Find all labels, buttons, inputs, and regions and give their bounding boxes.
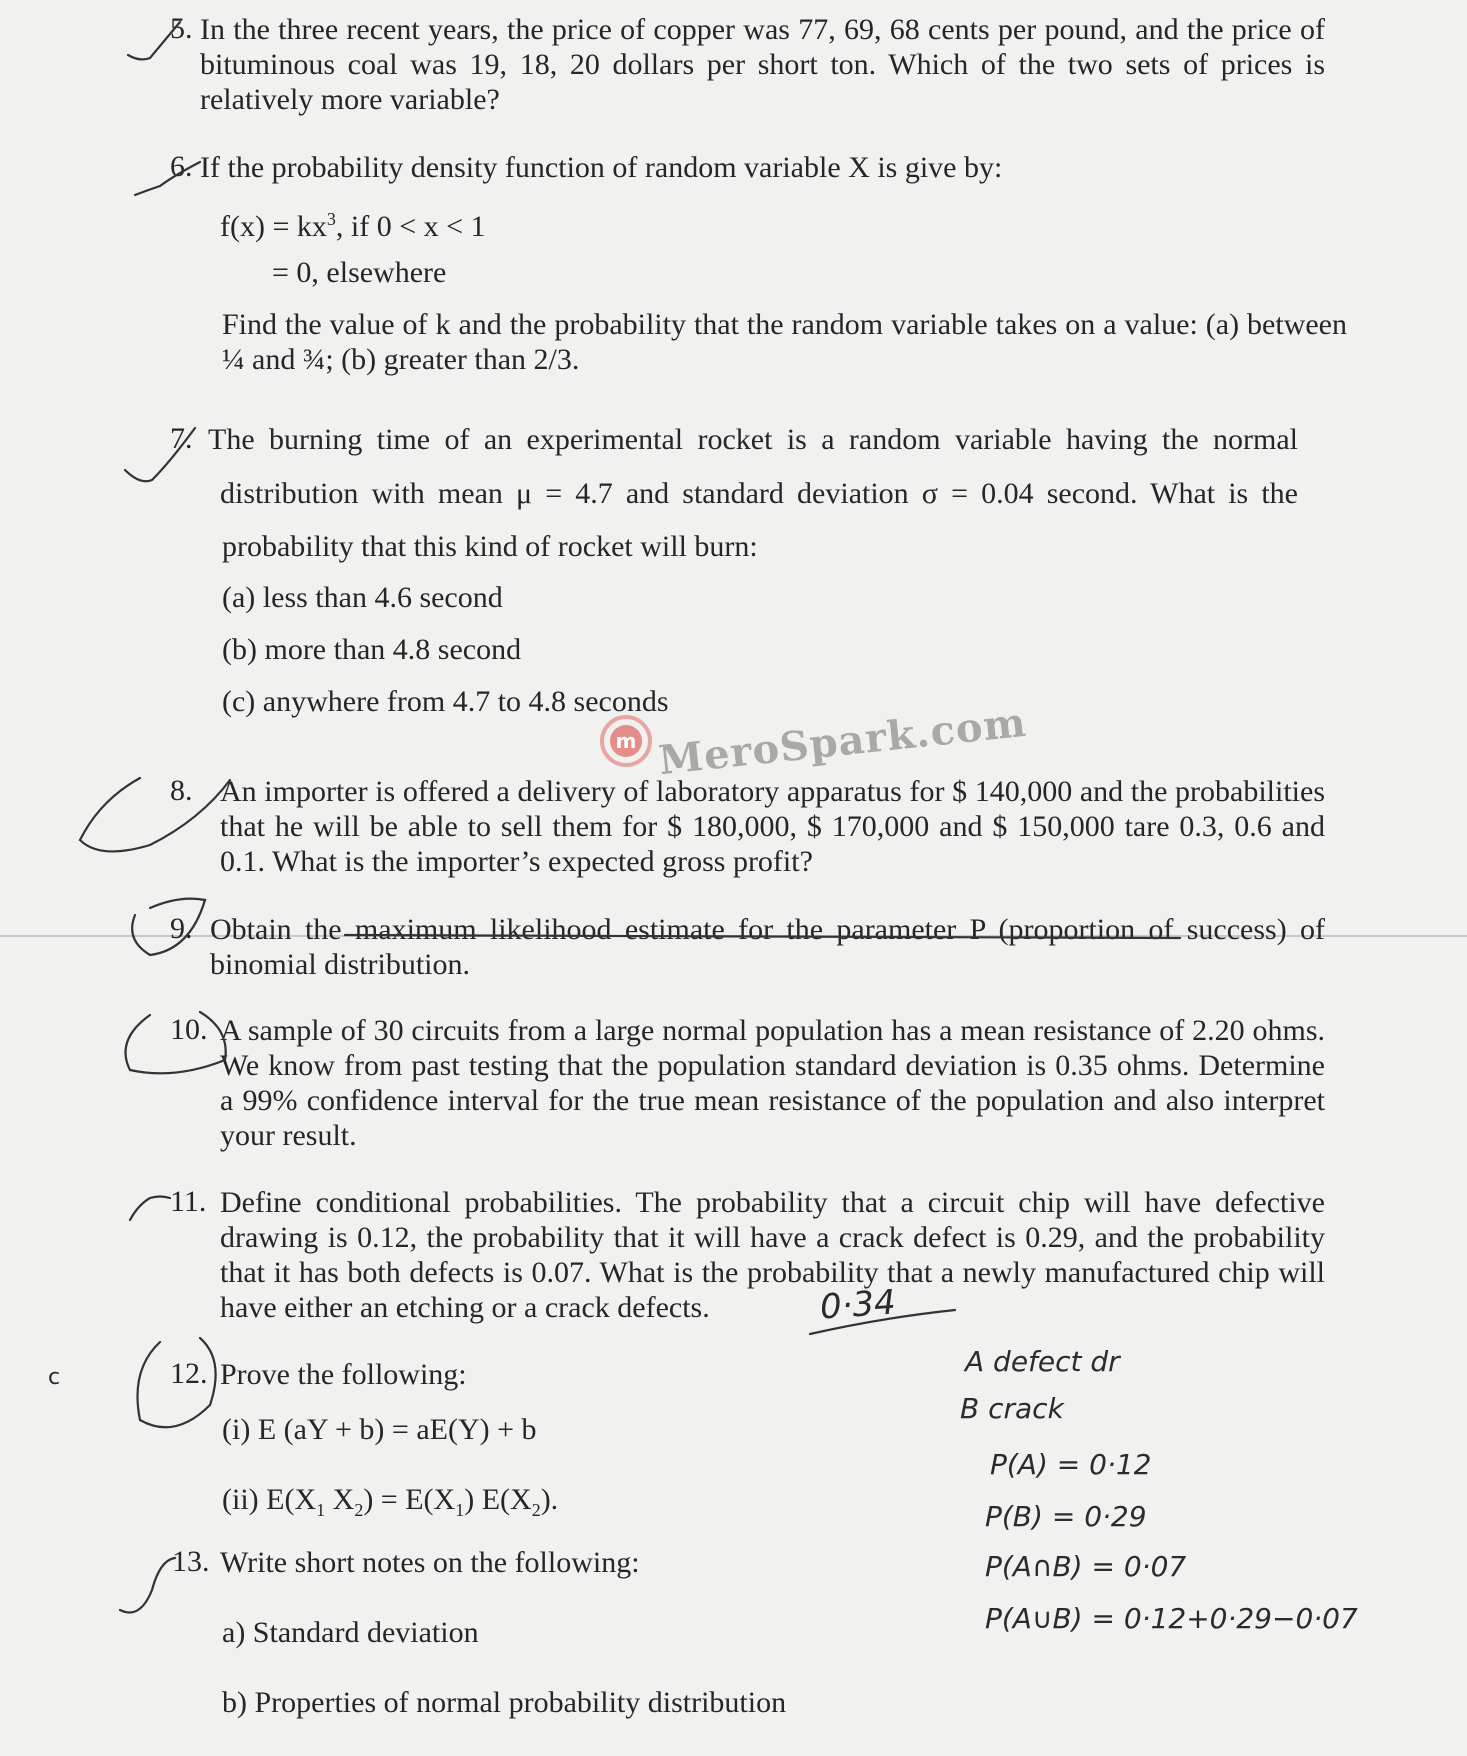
- option-a: (a) less than 4.6 second: [222, 581, 503, 614]
- tick-mark-icon: [135, 162, 200, 195]
- margin-mark: c: [48, 1365, 61, 1390]
- question-text: A sample of 30 circuits from a large normal population has a mean resistance of 2.20 ohms. We know from past testing that the population standard deviation is 0.35 ohms. Determine a 99% confidence interval for the true mean resistance of the population and also interpret your result.: [220, 1014, 1325, 1152]
- circle-mark-icon: [80, 778, 230, 851]
- handwritten-note: P(A∩B) = 0·07: [985, 1550, 1187, 1583]
- question-number: 12.: [170, 1357, 208, 1390]
- proof-ii: (ii) $E(X_1$ $X_2) = E(X_1)$ $E(X_2)$.: [222, 1483, 559, 1520]
- circle-mark-icon: [126, 1012, 226, 1073]
- question-text: Define conditional probabilities. The probability that a circuit chip will have defective drawing is 0.12, the probability that it will have a crack defect is 0.29, and the probability that it has both defects is 0.07. What is the probability that a newly manufactured chip will have either an etching or a crack defects.: [220, 1186, 1325, 1324]
- question-number: 10.: [170, 1013, 208, 1046]
- question-title: Prove the following:: [220, 1358, 467, 1391]
- question-text: An importer is offered a delivery of laboratory apparatus for $ 140,000 and the probabilities that he will be able to sell them for $ 180,000, $ 170,000 and $ 150,000 tare 0.3, 0.6 and 0.1. What is the importer’s expected gross profit?: [220, 775, 1325, 878]
- tick-mark-icon: [120, 1558, 175, 1613]
- tick-mark-icon: [125, 428, 195, 481]
- arrow-mark: [810, 1310, 955, 1334]
- tick-mark-icon: [128, 22, 180, 59]
- circle-mark-icon: [132, 899, 205, 955]
- handwritten-note: B crack: [960, 1392, 1064, 1425]
- note-a: a) Standard deviation: [222, 1616, 479, 1649]
- handwritten-note: P(A∪B) = 0·12+0·29−0·07: [985, 1602, 1358, 1635]
- svg-text:m: m: [615, 729, 637, 753]
- question-number: 5.: [170, 12, 193, 45]
- option-c: (c) anywhere from 4.7 to 4.8 seconds: [222, 685, 669, 718]
- question-number: 9.: [170, 912, 193, 945]
- question-title: Write short notes on the following:: [220, 1546, 640, 1579]
- question-number: 7.: [170, 422, 193, 455]
- question-text: Obtain the maximum likelihood estimate for the parameter P (proportion of success) of binomial distribution.: [210, 913, 1325, 981]
- handwritten-note: A defect dr: [965, 1345, 1120, 1378]
- watermark-text: MeroSpark.com: [656, 698, 1029, 784]
- underline-mark: [345, 935, 1180, 938]
- question-number: 6.: [170, 150, 193, 183]
- question-text: In the three recent years, the price of copper was 77, 69, 68 cents per pound, and the price of bituminous coal was 19, 18, 20 dollars per short ton. Which of the two sets of prices is relatively more variable?: [200, 13, 1325, 116]
- option-b: (b) more than 4.8 second: [222, 633, 522, 666]
- handwritten-note: P(A) = 0·12: [990, 1448, 1152, 1481]
- question-intro: If the probability density function of random variable X is give by:: [200, 151, 1003, 184]
- question-number: 13.: [172, 1545, 210, 1578]
- handwritten-note: P(B) = 0·29: [985, 1500, 1147, 1533]
- tick-mark-icon: [130, 1197, 170, 1221]
- question-7: 7. The burning time of an experimental rocket is a random variable having the normal distribution with mean μ = 4.7 and standard deviation σ = 0.04 second. What is the probability that this kind of rocket will burn: (a) less than 4.6 second (b) more than 4.8 second (c) anywhere from 4.7 to 4.8 seconds: [170, 422, 1298, 718]
- pdf-elsewhere: = 0, elsewhere: [272, 256, 447, 289]
- question-number: 8.: [170, 774, 193, 807]
- question-number: 11.: [170, 1185, 207, 1218]
- note-b: b) Properties of normal probability distribution: [222, 1686, 787, 1719]
- circle-mark-icon: [138, 1338, 216, 1427]
- proof-i: (i) E (aY + b) = aE(Y) + b: [222, 1413, 537, 1446]
- pdf-definition: $f(x) = kx^3$, if 0 < x < 1: [220, 209, 486, 243]
- handwritten-answer: 0·34: [818, 1282, 898, 1328]
- question-text: Find the value of k and the probability that the random variable takes on a value: (a) between ¼ and ¾; (b) greater than 2/3.: [222, 308, 1347, 376]
